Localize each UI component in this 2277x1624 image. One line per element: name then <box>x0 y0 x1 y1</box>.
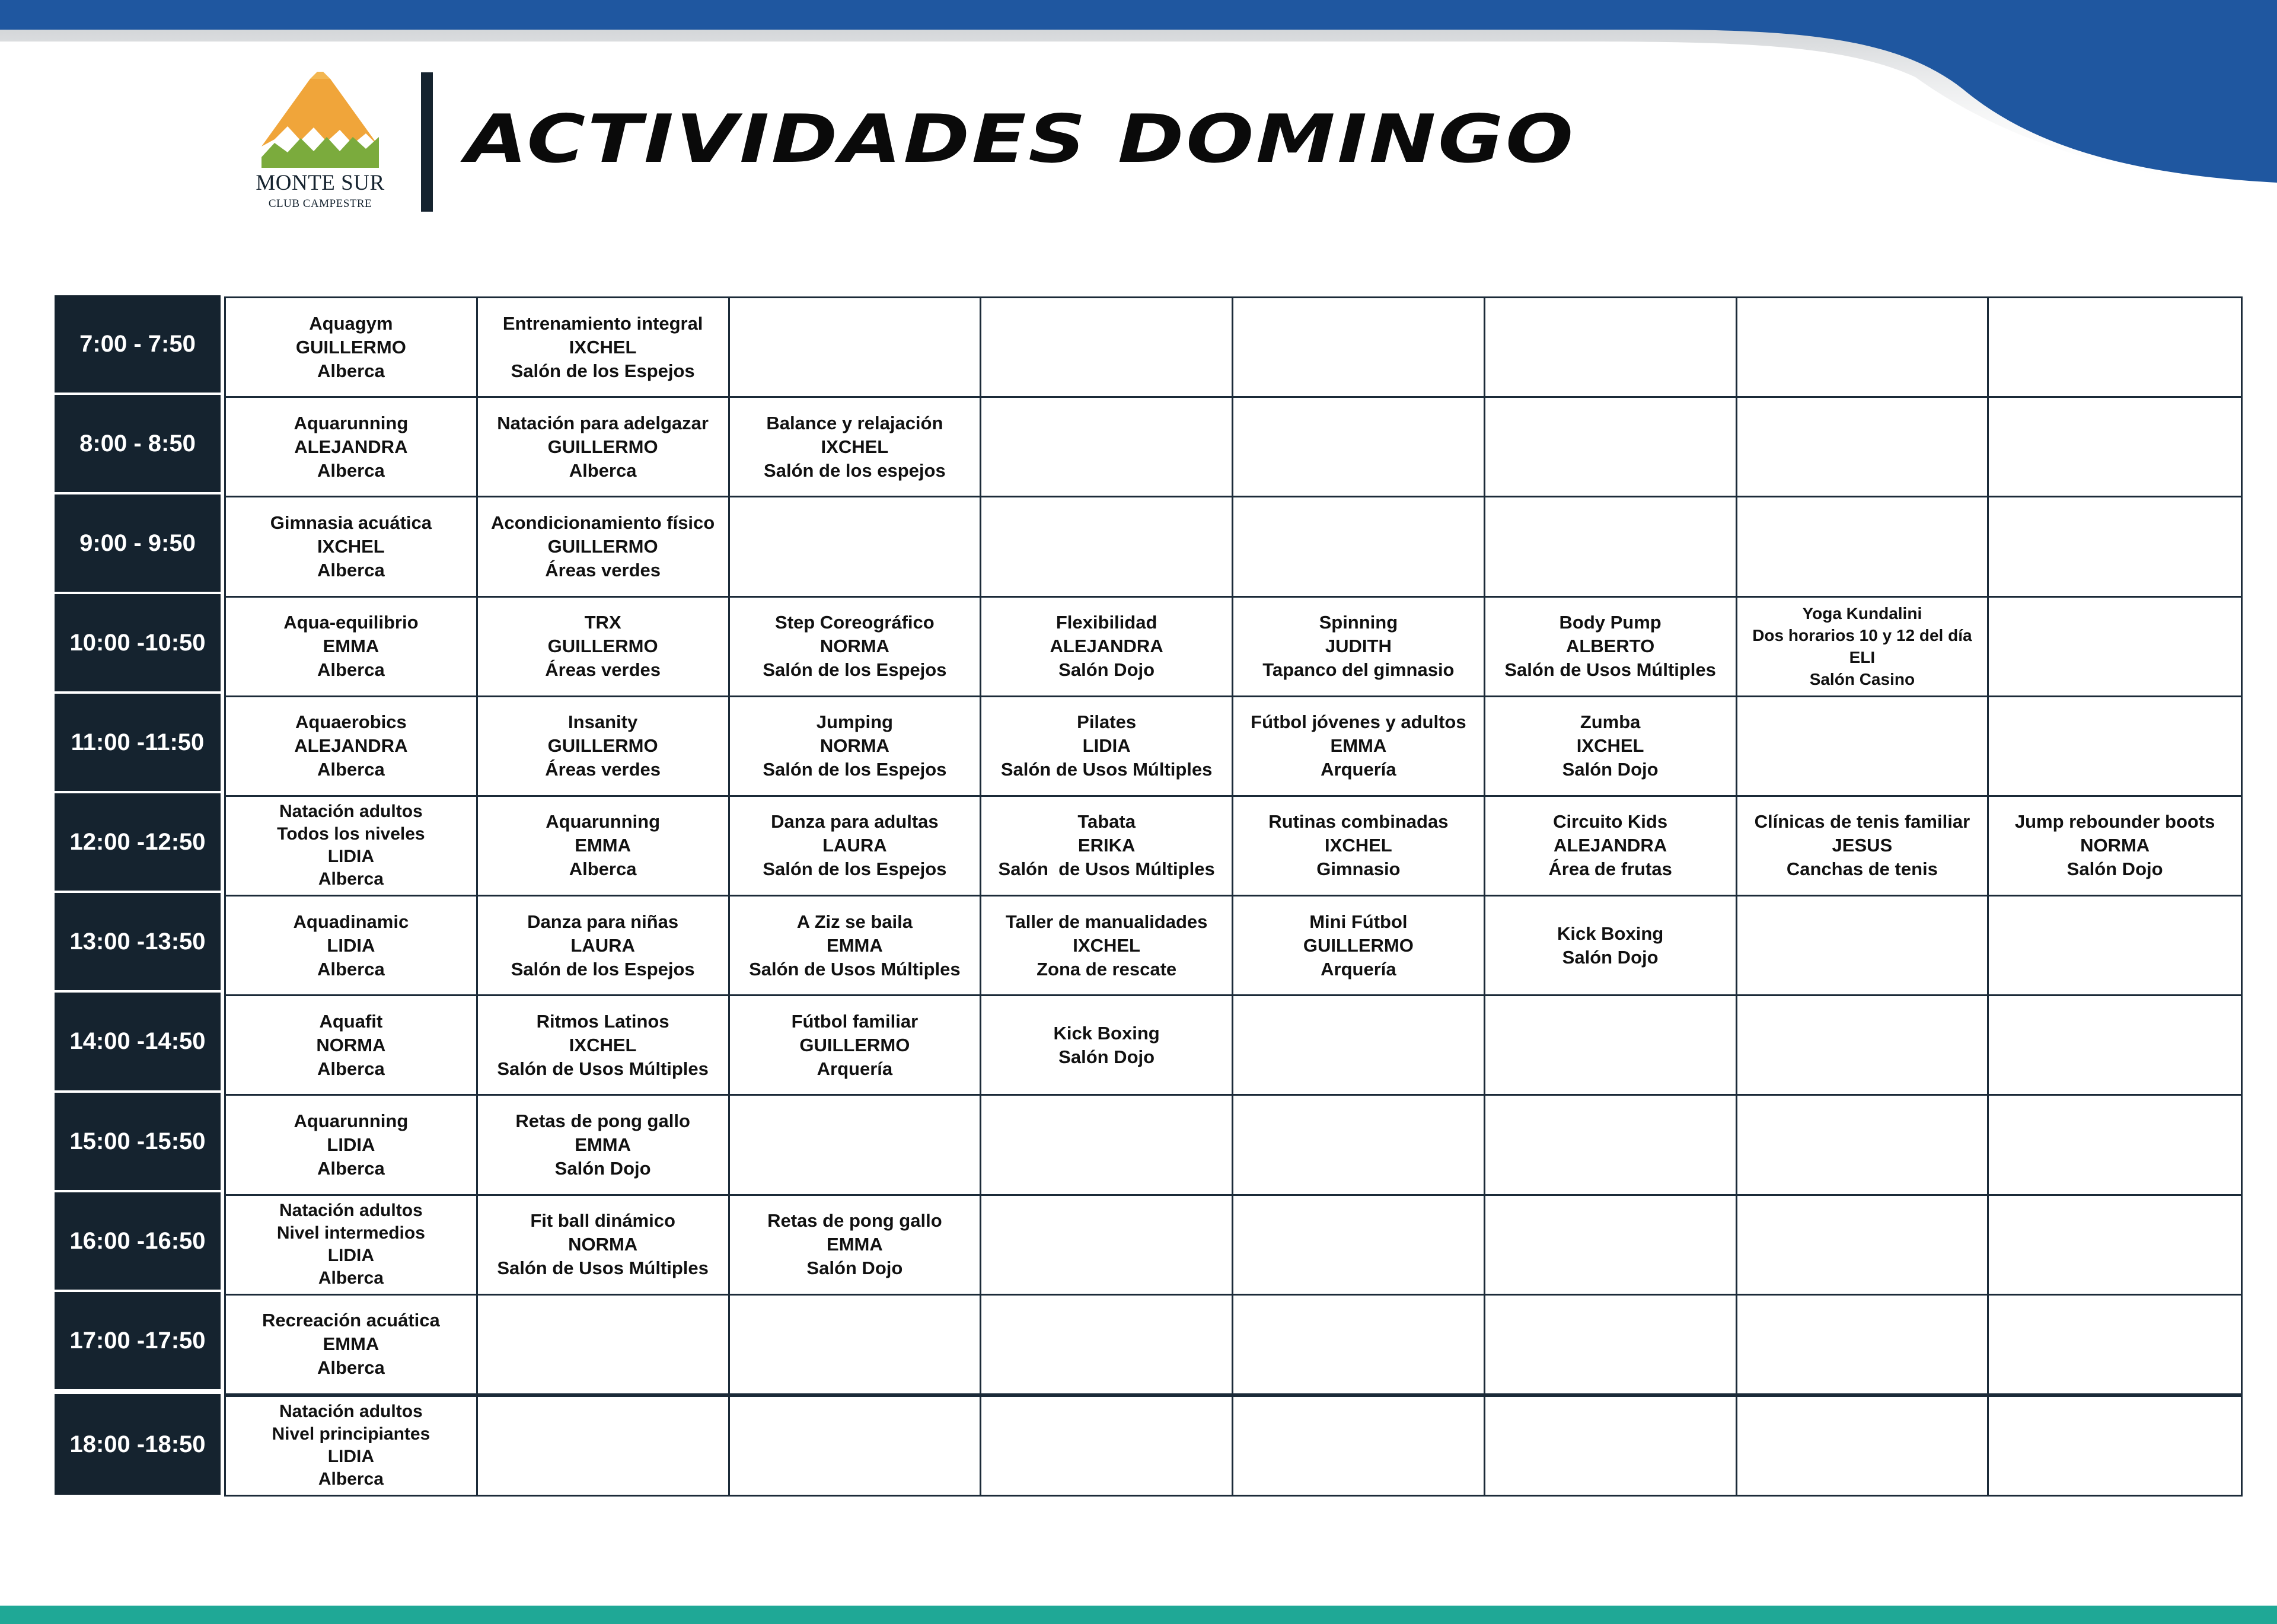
empty-cell <box>981 298 1233 398</box>
activity-cell <box>226 1395 478 1495</box>
page-title: ACTIVIDADES DOMINGO <box>465 101 1576 178</box>
activity-line: Retas de pong gallo <box>515 1110 690 1131</box>
empty-cell <box>1989 1096 2241 1195</box>
activity-cell <box>226 1096 478 1195</box>
activity-line: Zumba <box>1580 712 1641 733</box>
activity-line: Arquería <box>1321 759 1396 780</box>
activity-line: Salón de Usos Múltiples <box>1504 659 1716 681</box>
empty-cell <box>1233 996 1485 1096</box>
empty-cell <box>1233 497 1485 597</box>
time-slot: 18:00 -18:50 <box>55 1394 221 1495</box>
time-slot: 16:00 -16:50 <box>55 1192 221 1290</box>
activity-line: Salón de Usos Múltiples <box>998 859 1215 880</box>
activity-line: Natación adultos <box>279 1201 423 1221</box>
activity-line: GUILLERMO <box>547 535 658 557</box>
activity-cell <box>981 996 1233 1096</box>
monte-sur-logo <box>252 68 388 216</box>
activity-line: Aquarunning <box>294 1110 409 1131</box>
activity-cell <box>226 797 478 896</box>
activity-cell <box>478 497 730 597</box>
activity-line: Kick Boxing <box>1557 923 1664 944</box>
time-slot: 13:00 -13:50 <box>55 893 221 990</box>
empty-cell <box>1233 298 1485 398</box>
activity-cell <box>1485 598 1737 697</box>
activity-line: IXCHEL <box>1325 835 1392 856</box>
activity-line: ALEJANDRA <box>1050 636 1163 657</box>
empty-cell <box>1989 1296 2241 1395</box>
empty-cell <box>478 1296 730 1395</box>
time-slot: 9:00 - 9:50 <box>55 494 221 592</box>
empty-cell <box>730 1296 982 1395</box>
empty-cell <box>1737 398 1989 497</box>
activity-cell <box>478 697 730 797</box>
empty-cell <box>1737 298 1989 398</box>
empty-cell <box>981 398 1233 497</box>
activity-line: LIDIA <box>1082 735 1131 757</box>
empty-cell <box>1737 697 1989 797</box>
activity-cell <box>730 697 982 797</box>
empty-cell <box>1485 1096 1737 1195</box>
activity-line: Taller de manualidades <box>1005 911 1208 932</box>
empty-cell <box>1485 298 1737 398</box>
empty-cell <box>1989 298 2241 398</box>
activity-cell <box>730 1196 982 1296</box>
empty-cell <box>730 298 982 398</box>
time-slot: 12:00 -12:50 <box>55 793 221 891</box>
activity-line: JUDITH <box>1325 636 1392 657</box>
empty-cell <box>730 1395 982 1495</box>
activity-line: Alberca <box>317 1157 385 1179</box>
activity-cell <box>981 896 1233 996</box>
empty-cell <box>1989 697 2241 797</box>
activity-line: Aquadinamic <box>293 911 409 932</box>
activity-cell <box>226 996 478 1096</box>
activity-line: Alberca <box>317 559 385 580</box>
empty-cell <box>478 1395 730 1495</box>
activity-line: Jumping <box>816 712 893 733</box>
activity-line: Mini Fútbol <box>1309 911 1408 932</box>
activity-line: Áreas verdes <box>545 759 661 780</box>
activity-cell <box>981 697 1233 797</box>
empty-cell <box>1485 398 1737 497</box>
activity-line: Gimnasio <box>1316 859 1401 880</box>
activity-line: IXCHEL <box>821 436 889 457</box>
activity-line: NORMA <box>2080 835 2150 856</box>
activity-line: ERIKA <box>1077 835 1136 856</box>
activity-line: TRX <box>584 612 621 633</box>
activity-line: Salón de Usos Múltiples <box>497 1058 709 1079</box>
activity-line: Tabata <box>1077 811 1136 832</box>
empty-cell <box>1485 497 1737 597</box>
activity-cell <box>226 298 478 398</box>
activity-cell <box>478 896 730 996</box>
activity-cell <box>1485 896 1737 996</box>
activity-line: EMMA <box>1330 735 1387 757</box>
activity-cell <box>478 1196 730 1296</box>
logo-name: MONTE SUR <box>256 171 385 195</box>
activity-line: Alberca <box>317 460 385 481</box>
activity-line: Clínicas de tenis familiar <box>1754 811 1970 832</box>
activity-cell <box>478 398 730 497</box>
activity-cell <box>478 1096 730 1195</box>
activity-line: JESUS <box>1832 835 1893 856</box>
time-slot: 8:00 - 8:50 <box>55 395 221 492</box>
activity-cell <box>1233 598 1485 697</box>
activity-line: Salón Dojo <box>554 1157 651 1179</box>
empty-cell <box>1485 1196 1737 1296</box>
empty-cell <box>1737 497 1989 597</box>
activity-line: GUILLERMO <box>547 436 658 457</box>
activity-line: Aquarunning <box>546 811 661 832</box>
activity-cell <box>226 497 478 597</box>
activity-line: Canchas de tenis <box>1786 859 1938 880</box>
activity-line: Alberca <box>317 360 385 381</box>
time-slot: 7:00 - 7:50 <box>55 295 221 393</box>
activity-line: Alberca <box>317 958 385 979</box>
empty-cell <box>1233 1395 1485 1495</box>
activity-line: Body Pump <box>1559 612 1661 633</box>
activity-line: Flexibilidad <box>1055 612 1157 633</box>
activity-cell <box>226 398 478 497</box>
activity-line: Fit ball dinámico <box>530 1210 675 1231</box>
activity-line: ALEJANDRA <box>1554 835 1667 856</box>
logo-subtitle: CLUB CAMPESTRE <box>268 197 372 210</box>
empty-cell <box>1989 996 2241 1096</box>
activity-line: Salón Dojo <box>1562 946 1659 968</box>
activity-cell <box>1989 797 2241 896</box>
activity-line: Todos los niveles <box>277 824 425 844</box>
schedule-grid <box>224 296 2243 1497</box>
activity-line: NORMA <box>819 636 889 657</box>
activity-cell <box>1485 797 1737 896</box>
activity-line: LIDIA <box>327 1447 375 1467</box>
activity-cell <box>730 797 982 896</box>
activity-line: Salón Dojo <box>1058 659 1155 681</box>
empty-cell <box>1989 1196 2241 1296</box>
activity-cell <box>730 398 982 497</box>
activity-line: EMMA <box>575 1134 631 1155</box>
activity-cell <box>730 896 982 996</box>
activity-line: A Ziz se baila <box>796 911 913 932</box>
activity-line: Spinning <box>1319 612 1398 633</box>
activity-line: Salón Casino <box>1809 670 1915 689</box>
activity-cell <box>226 598 478 697</box>
activity-line: Salón de Usos Múltiples <box>749 958 961 979</box>
activity-cell <box>226 896 478 996</box>
activity-line: Áreas verdes <box>545 659 661 681</box>
empty-cell <box>981 1196 1233 1296</box>
empty-cell <box>1233 1296 1485 1395</box>
activity-line: Entrenamiento integral <box>502 312 703 334</box>
activity-cell <box>226 1196 478 1296</box>
activity-line: IXCHEL <box>1073 934 1140 956</box>
activity-line: Aqua-equilibrio <box>283 612 419 633</box>
activity-line: Insanity <box>568 712 638 733</box>
activity-line: Natación adultos <box>279 1402 423 1422</box>
activity-line: Acondicionamiento físico <box>491 512 715 533</box>
activity-line: Alberca <box>318 869 384 889</box>
empty-cell <box>1989 896 2241 996</box>
empty-cell <box>1737 1196 1989 1296</box>
time-slot: 11:00 -11:50 <box>55 694 221 791</box>
activity-line: Alberca <box>317 1357 385 1379</box>
mountain-logo-icon <box>257 68 384 168</box>
activity-cell <box>1233 896 1485 996</box>
activity-line: Recreación acuática <box>261 1310 440 1331</box>
bottom-band <box>0 1606 2277 1624</box>
activity-line: Salón de los Espejos <box>511 958 695 979</box>
activity-cell <box>730 996 982 1096</box>
activity-cell <box>478 996 730 1096</box>
activity-line: Salón Dojo <box>2066 859 2163 880</box>
activity-line: Natación para adelgazar <box>497 412 709 433</box>
activity-line: ELI <box>1849 648 1876 667</box>
activity-line: LAURA <box>822 835 887 856</box>
activity-line: IXCHEL <box>1576 735 1644 757</box>
activity-line: EMMA <box>827 1234 883 1255</box>
activity-line: IXCHEL <box>317 535 385 557</box>
activity-line: Circuito Kids <box>1553 811 1668 832</box>
activity-line: LIDIA <box>327 934 375 956</box>
empty-cell <box>1989 1395 2241 1495</box>
activity-line: GUILLERMO <box>547 735 658 757</box>
activity-cell <box>226 1296 478 1395</box>
empty-cell <box>1485 1395 1737 1495</box>
empty-cell <box>730 497 982 597</box>
activity-line: EMMA <box>827 934 883 956</box>
activity-line: Alberca <box>318 1268 384 1288</box>
activity-line: Áreas verdes <box>545 559 661 580</box>
activity-line: Rutinas combinadas <box>1268 811 1449 832</box>
activity-line: Natación adultos <box>279 802 423 822</box>
activity-line: Aquagym <box>309 312 393 334</box>
activity-line: IXCHEL <box>569 336 637 358</box>
activity-line: ALBERTO <box>1565 636 1655 657</box>
activity-line: Balance y relajación <box>766 412 943 433</box>
activity-line: Fútbol familiar <box>791 1010 919 1032</box>
activity-line: Salón de los Espejos <box>763 659 947 681</box>
activity-line: Tapanco del gimnasio <box>1262 659 1455 681</box>
empty-cell <box>1989 398 2241 497</box>
activity-line: ALEJANDRA <box>294 735 408 757</box>
activity-line: Ritmos Latinos <box>536 1010 669 1032</box>
activity-line: GUILLERMO <box>1303 934 1414 956</box>
activity-line: Kick Boxing <box>1053 1022 1160 1044</box>
activity-line: Alberca <box>318 1469 384 1489</box>
activity-line: LIDIA <box>327 1246 375 1266</box>
activity-line: Arquería <box>1321 958 1396 979</box>
activity-line: Danza para niñas <box>527 911 679 932</box>
activity-line: Retas de pong gallo <box>767 1210 942 1231</box>
empty-cell <box>981 1096 1233 1195</box>
activity-line: Alberca <box>569 460 637 481</box>
activity-line: LIDIA <box>327 847 375 867</box>
activity-line: Salón Dojo <box>1562 759 1659 780</box>
activity-line: Alberca <box>317 659 385 681</box>
activity-line: Pilates <box>1077 712 1137 733</box>
activity-line: LIDIA <box>327 1134 375 1155</box>
activity-line: Nivel principiantes <box>272 1424 430 1444</box>
activity-line: Salón de los espejos <box>764 460 946 481</box>
activity-cell <box>226 697 478 797</box>
empty-cell <box>1989 598 2241 697</box>
activity-line: Nivel intermedios <box>276 1223 425 1243</box>
empty-cell <box>981 497 1233 597</box>
activity-line: Salón Dojo <box>1058 1046 1155 1067</box>
activity-line: IXCHEL <box>569 1034 637 1055</box>
activity-line: Salón de Usos Múltiples <box>1000 759 1213 780</box>
activity-line: Zona de rescate <box>1037 958 1177 979</box>
time-slot: 15:00 -15:50 <box>55 1093 221 1190</box>
activity-line: EMMA <box>575 835 631 856</box>
activity-cell <box>1233 797 1485 896</box>
activity-line: Salón de Usos Múltiples <box>497 1258 709 1279</box>
activity-line: NORMA <box>316 1034 386 1055</box>
activity-line: Dos horarios 10 y 12 del día <box>1752 626 1972 645</box>
activity-line: Aquafit <box>319 1010 383 1032</box>
activity-line: Step Coreográfico <box>775 612 935 633</box>
time-slot: 14:00 -14:50 <box>55 993 221 1090</box>
activity-line: Danza para adultas <box>771 811 939 832</box>
activity-cell <box>1485 697 1737 797</box>
empty-cell <box>1233 1096 1485 1195</box>
activity-line: EMMA <box>323 1333 380 1355</box>
activity-line: GUILLERMO <box>547 636 658 657</box>
activity-cell <box>478 298 730 398</box>
activity-line: Aquarunning <box>294 412 409 433</box>
time-column <box>55 295 221 1495</box>
empty-cell <box>1485 1296 1737 1395</box>
activity-line: ALEJANDRA <box>294 436 408 457</box>
activity-cell <box>1233 697 1485 797</box>
empty-cell <box>1989 497 2241 597</box>
activity-line: Alberca <box>569 859 637 880</box>
activity-line: Alberca <box>317 1058 385 1079</box>
activity-line: Gimnasia acuática <box>270 512 432 533</box>
activity-line: NORMA <box>819 735 889 757</box>
empty-cell <box>1233 1196 1485 1296</box>
activity-line: Alberca <box>317 759 385 780</box>
empty-cell <box>1233 398 1485 497</box>
activity-line: Jump rebounder boots <box>2014 811 2215 832</box>
activity-line: EMMA <box>323 636 380 657</box>
empty-cell <box>981 1296 1233 1395</box>
activity-line: Arquería <box>817 1058 893 1079</box>
time-slot: 10:00 -10:50 <box>55 594 221 691</box>
empty-cell <box>1737 1395 1989 1495</box>
activity-line: Salón de los Espejos <box>763 759 947 780</box>
activity-cell <box>1737 797 1989 896</box>
activity-line: Salón de los Espejos <box>763 859 947 880</box>
activity-line: Salón Dojo <box>806 1258 903 1279</box>
activity-line: LAURA <box>570 934 635 956</box>
activity-line: Aquaerobics <box>295 712 407 733</box>
empty-cell <box>730 1096 982 1195</box>
activity-cell <box>981 797 1233 896</box>
title-divider <box>421 72 433 212</box>
activity-line: NORMA <box>568 1234 638 1255</box>
activity-line: Yoga Kundalini <box>1802 604 1922 623</box>
empty-cell <box>1737 996 1989 1096</box>
time-slot: 17:00 -17:50 <box>55 1292 221 1389</box>
empty-cell <box>1737 1296 1989 1395</box>
activity-line: Área de frutas <box>1548 859 1672 880</box>
activity-line: GUILLERMO <box>799 1034 910 1055</box>
empty-cell <box>1485 996 1737 1096</box>
activity-cell <box>478 797 730 896</box>
activity-cell <box>478 598 730 697</box>
activity-cell <box>981 598 1233 697</box>
activity-line: GUILLERMO <box>295 336 406 358</box>
activity-cell <box>730 598 982 697</box>
activity-line: Fútbol jóvenes y adultos <box>1251 712 1466 733</box>
activity-line: Salón de los Espejos <box>511 360 695 381</box>
empty-cell <box>1737 1096 1989 1195</box>
empty-cell <box>981 1395 1233 1495</box>
empty-cell <box>1737 896 1989 996</box>
activity-cell <box>1737 598 1989 697</box>
